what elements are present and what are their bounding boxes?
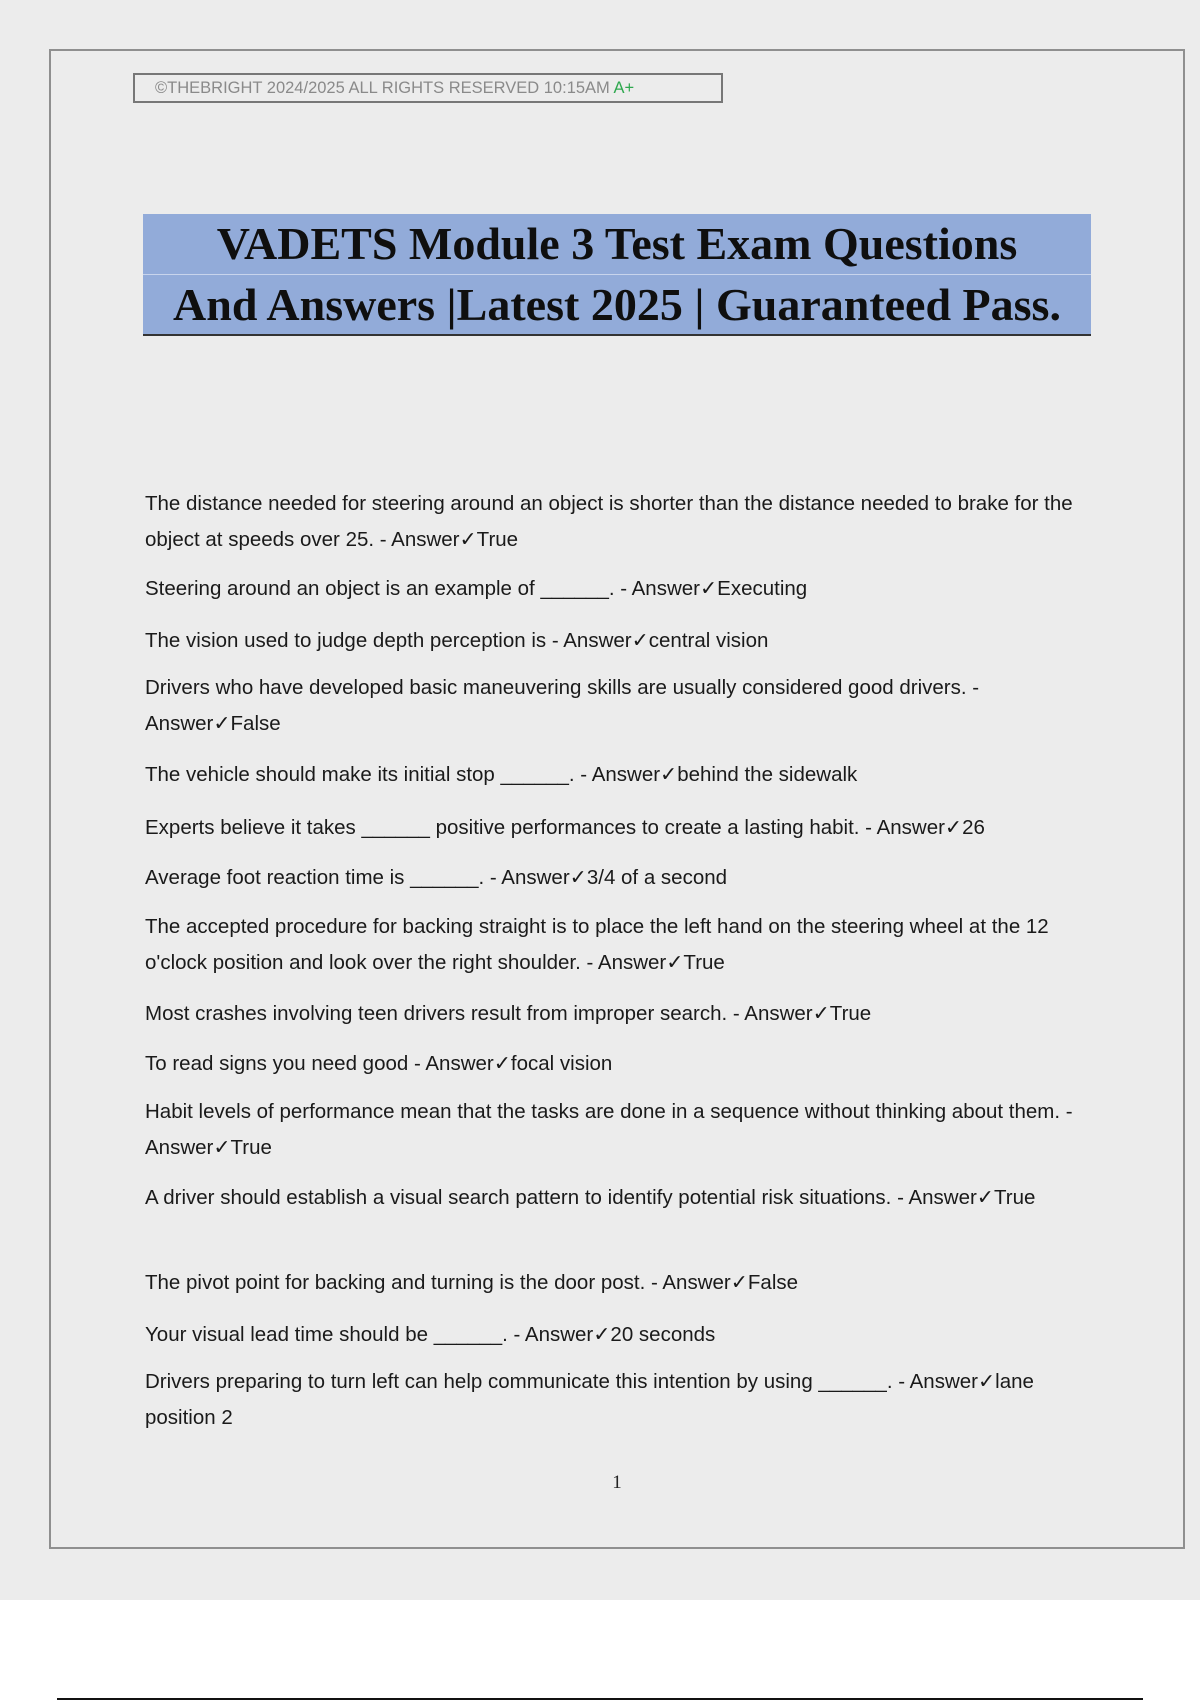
grade-badge: A+ <box>613 79 635 97</box>
qa-item-8: The accepted procedure for backing straight is to place the left hand on the steering wheel at the 12 o'clock position and look over the right shoulder. - Answer✓True <box>145 915 1049 974</box>
copyright-header <box>133 73 723 103</box>
qa-item-7: Average foot reaction time is ______. - Answer✓3/4 of a second <box>145 866 728 889</box>
qa-item-3: The vision used to judge depth perception is - Answer✓central vision <box>145 629 769 652</box>
page-number: 1 <box>612 1472 622 1493</box>
qa-item-6: Experts believe it takes ______ positive performances to create a lasting habit. - Answer✓26 <box>145 816 985 839</box>
title-line-2: And Answers |Latest 2025 | Guaranteed Pass. <box>173 279 1061 330</box>
qa-item-10: To read signs you need good - Answer✓focal vision <box>145 1052 613 1075</box>
qa-item-15: Drivers preparing to turn left can help communicate this intention by using ______. - Answer✓lane position 2 <box>145 1370 1034 1429</box>
qa-item-4: Drivers who have developed basic maneuvering skills are usually considered good drivers. - Answer✓False <box>145 676 980 735</box>
qa-item-14: Your visual lead time should be ______. - Answer✓20 seconds <box>145 1323 716 1346</box>
qa-item-9: Most crashes involving teen drivers result from improper search. - Answer✓True <box>145 1002 872 1025</box>
qa-item-13: The pivot point for backing and turning is the door post. - Answer✓False <box>145 1271 799 1294</box>
qa-item-2: Steering around an object is an example of ______. - Answer✓Executing <box>145 577 808 600</box>
copyright-text: ©THEBRIGHT 2024/2025 ALL RIGHTS RESERVED 10:15AM <box>155 79 610 97</box>
qa-item-1: The distance needed for steering around an object is shorter than the distance needed to brake for the object at speeds over 25. - Answer✓True <box>145 492 1073 551</box>
title-line-1: VADETS Module 3 Test Exam Questions <box>143 214 1091 275</box>
qa-item-12: A driver should establish a visual search pattern to identify potential risk situations. - Answer✓True <box>145 1186 1036 1209</box>
qa-item-11: Habit levels of performance mean that the tasks are done in a sequence without thinking about them. - Answer✓True <box>145 1100 1073 1159</box>
qa-item-5: The vehicle should make its initial stop ______. - Answer✓behind the sidewalk <box>145 763 858 786</box>
document-title <box>143 214 1091 336</box>
